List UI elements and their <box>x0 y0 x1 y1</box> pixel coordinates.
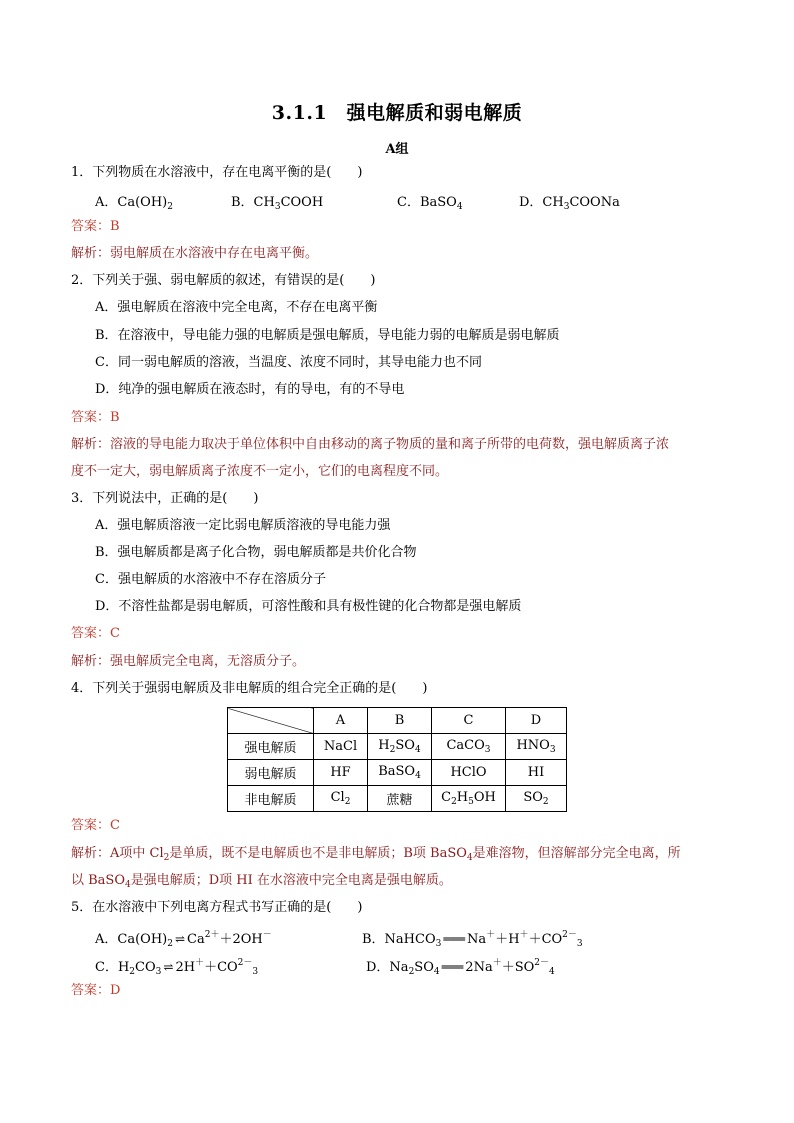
table-header-d: D <box>506 708 567 734</box>
table-header-b: B <box>368 708 432 734</box>
equals-arrow-icon: ═══ <box>443 932 466 946</box>
reversible-arrow-icon: ⇌ <box>163 960 174 974</box>
row-label-non: 非电解质 <box>228 786 314 812</box>
question-4-explanation-line-2: 以 BaSO$_4$是强电解质；D项 HI 在水溶液中完全电离是强电解质。 <box>71 873 452 890</box>
cell-strong-b: $H_2SO_4$ <box>368 734 432 760</box>
question-2-option-b: B．在溶液中，导电能力强的电解质是强电解质，导电能力弱的电解质是弱电解质 <box>95 328 560 343</box>
group-heading: A组 <box>385 142 409 157</box>
question-4-explanation-line-1: 解析：A项中 $Cl_2$是单质，既不是电解质也不是非电解质；B项 BaSO$_4$是难溶物，但溶解部分完全电离，所 <box>71 846 681 863</box>
electrolyte-combination-table <box>227 707 567 812</box>
question-2-explanation-line-1: 解析：溶液的导电能力取决于单位体积中自由移动的离子物质的量和离子所带的电荷数，强电解质离子浓 <box>71 437 670 452</box>
cell-weak-a: HF <box>314 760 368 786</box>
question-1-option-c: C．BaSO$_4$ <box>397 195 463 212</box>
question-1-answer: 答案：B <box>71 219 120 234</box>
table-corner-cell <box>228 708 314 734</box>
question-3-option-a: A．强电解质溶液一定比弱电解质溶液的导电能力强 <box>95 518 391 533</box>
question-3-option-d: D．不溶性盐都是弱电解质，可溶性酸和具有极性键的化合物都是强电解质 <box>95 599 522 614</box>
question-2-option-a: A．强电解质在溶液中完全电离，不存在电离平衡 <box>95 300 378 315</box>
question-5-stem: 5．在水溶液中下列电离方程式书写正确的是( ) <box>71 900 363 915</box>
cell-strong-c: CaCO$_3$ <box>432 734 506 760</box>
cell-non-d: $SO_2$ <box>506 786 567 812</box>
question-2-option-d: D．纯净的强电解质在液态时，有的导电，有的不导电 <box>95 382 405 397</box>
equals-arrow-icon: ═══ <box>441 960 464 974</box>
question-3-option-b: B．强电解质都是离子化合物，弱电解质都是共价化合物 <box>95 545 417 560</box>
table-header-c: C <box>432 708 506 734</box>
question-1-option-a: A．$Ca(OH)_2$ <box>95 195 173 212</box>
question-1-explanation: 解析：弱电解质在水溶液中存在电离平衡。 <box>71 246 319 261</box>
cell-strong-d: $HNO_3$ <box>506 734 567 760</box>
cell-weak-d: HI <box>506 760 567 786</box>
table-header-a: A <box>314 708 368 734</box>
cell-strong-a: NaCl <box>314 734 368 760</box>
question-2-explanation-line-2: 度不一定大，弱电解质离子浓度不一定小，它们的电离程度不同。 <box>71 464 449 479</box>
question-4-stem: 4．下列关于强弱电解质及非电解质的组合完全正确的是( ) <box>71 681 428 696</box>
row-label-strong: 强电解质 <box>228 734 314 760</box>
question-5-option-c: C．$H_2CO_3$ ⇌ $2H^++CO^{2-}_3$ <box>95 958 259 977</box>
cell-non-c: $C_2H_5OH$ <box>432 786 506 812</box>
question-3-option-c: C．强电解质的水溶液中不存在溶质分子 <box>95 572 326 587</box>
cell-non-a: $Cl_2$ <box>314 786 368 812</box>
question-1-option-d: D．$CH_3COONa$ <box>519 195 620 212</box>
question-1-option-b: B．$CH_3COOH$ <box>231 195 324 212</box>
table-header-row <box>228 708 567 734</box>
cell-weak-c: HClO <box>432 760 506 786</box>
question-2-stem: 2．下列关于强、弱电解质的叙述，有错误的是( ) <box>71 273 376 288</box>
question-3-stem: 3．下列说法中，正确的是( ) <box>71 491 259 506</box>
question-5-option-a: A．$Ca(OH)_2$ ⇌ $Ca^{2+}+2OH^-$ <box>95 930 272 949</box>
page-title: 3.1.1 强电解质和弱电解质 <box>271 102 523 124</box>
question-5-option-d: D．$Na_2SO_4$ ═══ $2Na^++SO^{2-}_4$ <box>366 958 555 977</box>
reversible-arrow-icon: ⇌ <box>174 932 186 946</box>
cell-non-b: 蔗糖 <box>368 786 432 812</box>
table-row <box>228 734 567 760</box>
question-3-explanation: 解析：强电解质完全电离，无溶质分子。 <box>71 654 306 669</box>
row-label-weak: 弱电解质 <box>228 760 314 786</box>
question-4-answer: 答案：C <box>71 818 120 833</box>
question-1-stem: 1．下列物质在水溶液中，存在电离平衡的是( ) <box>71 165 363 180</box>
question-2-option-c: C．同一弱电解质的溶液，当温度、浓度不同时，其导电能力也不同 <box>95 355 482 370</box>
question-3-answer: 答案：C <box>71 626 120 641</box>
question-5-option-b: B．NaHCO$_3$ ═══ $Na^++H^++CO^{2-}_3$ <box>362 930 583 949</box>
question-2-answer: 答案：B <box>71 410 120 425</box>
table-row <box>228 786 567 812</box>
question-5-answer: 答案：D <box>71 983 121 998</box>
cell-weak-b: BaSO$_4$ <box>368 760 432 786</box>
table-row <box>228 760 567 786</box>
